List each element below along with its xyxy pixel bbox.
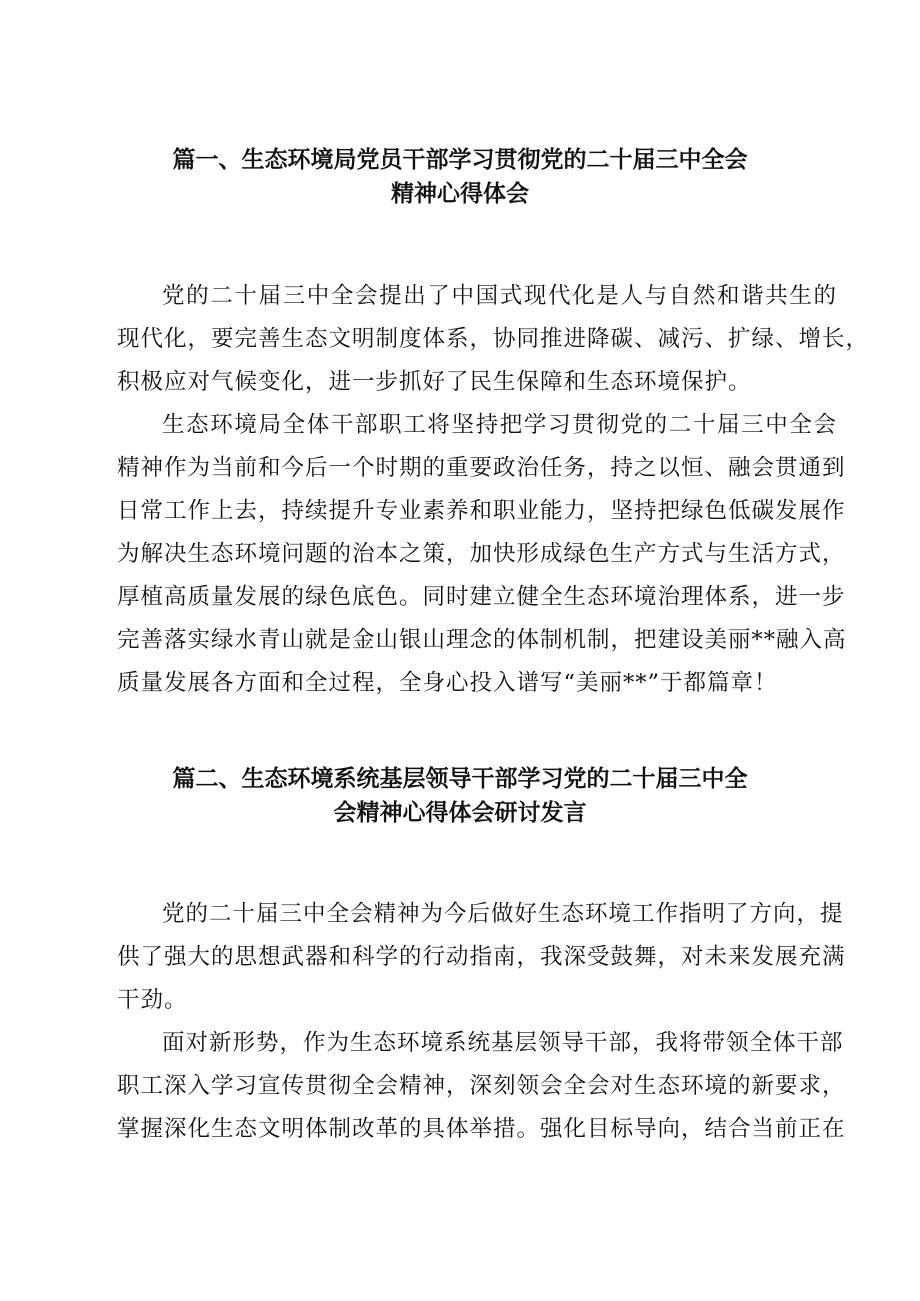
section2-title-line1: 篇二、生态环境系统基层领导干部学习党的二十届三中全: [172, 766, 748, 792]
paragraph-line: 生态环境局全体干部职工将坚持把学习贯彻党的二十届三中全会: [162, 412, 837, 438]
section2-title-line2: 会精神心得体会研讨发言: [333, 800, 587, 826]
paragraph-line: 党的二十届三中全会提出了中国式现代化是人与自然和谐共生的: [162, 283, 837, 309]
paragraph-line: 干劲。: [117, 987, 188, 1013]
paragraph-line: 掌握深化生态文明体制改革的具体举措。强化目标导向，结合当前正在: [117, 1116, 846, 1142]
section2-title: [0, 762, 920, 830]
paragraph-line: 现代化，要完善生态文明制度体系，协同推进降碳、减污、扩绿、增长，: [117, 326, 870, 352]
paragraph-line: 职工深入学习宣传贯彻全会精神，深刻领会全会对生态环境的新要求，: [117, 1073, 846, 1099]
section1-title-line2: 精神心得体会: [391, 181, 529, 207]
paragraph-line: 供了强大的思想武器和科学的行动指南，我深受鼓舞，对未来发展充满: [117, 944, 846, 970]
paragraph-line: 精神作为当前和今后一个时期的重要政治任务，持之以恒、融会贯通到: [117, 455, 846, 481]
paragraph-line: 质量发展各方面和全过程，全身心投入谱写“美丽**”于都篇章！: [117, 670, 778, 696]
paragraph-line: 面对新形势，作为生态环境系统基层领导干部，我将带领全体干部: [162, 1030, 844, 1056]
paragraph-line: 日常工作上去，持续提升专业素养和职业能力，坚持把绿色低碳发展作: [117, 498, 846, 524]
paragraph-line: 党的二十届三中全会精神为今后做好生态环境工作指明了方向，提: [162, 901, 844, 927]
paragraph-line: 完善落实绿水青山就是金山银山理念的体制机制，把建设美丽**融入高: [117, 627, 847, 653]
section1-title-line1: 篇一、生态环境局党员干部学习贯彻党的二十届三中全会: [172, 147, 748, 173]
paragraph-line: 厚植高质量发展的绿色底色。同时建立健全生态环境治理体系，进一步: [117, 584, 846, 610]
paragraph-line: 积极应对气候变化，进一步抓好了民生保障和生态环境保护。: [117, 369, 752, 395]
section1-title: [0, 143, 920, 211]
paragraph-line: 为解决生态环境问题的治本之策，加快形成绿色生产方式与生活方式，: [117, 541, 846, 567]
